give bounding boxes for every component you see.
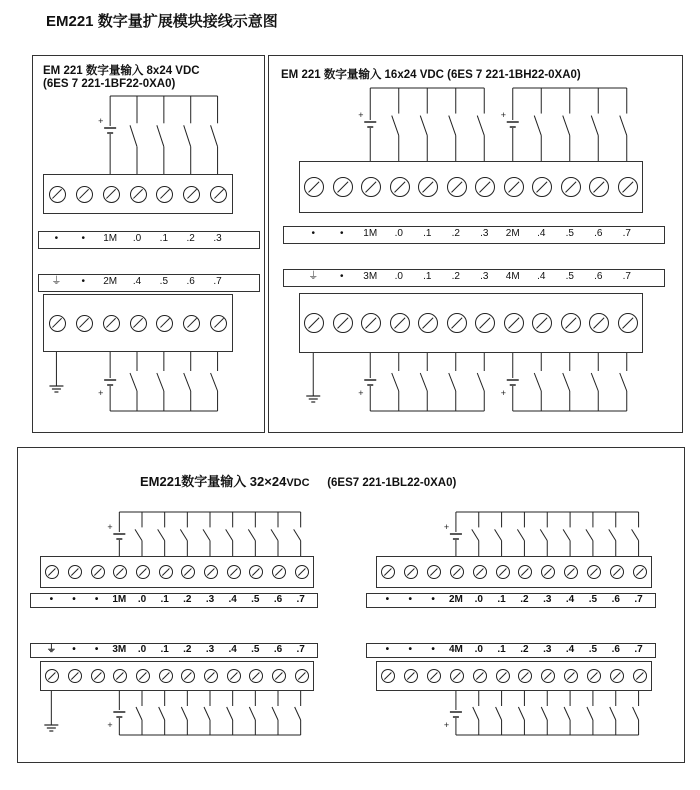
switch-blade <box>157 373 164 391</box>
terminal-screw <box>181 669 195 683</box>
terminal-screw <box>45 669 59 683</box>
terminal-screw <box>76 186 93 203</box>
terminal-label: .4 <box>537 228 546 239</box>
label-strip-bottom <box>38 274 260 292</box>
terminal-screw <box>589 313 609 333</box>
terminal-screw <box>541 669 555 683</box>
terminal-screw <box>587 669 601 683</box>
terminal-label: .6 <box>186 276 195 287</box>
terminal-screw <box>204 565 218 579</box>
terminal-label: .1 <box>497 594 506 605</box>
terminal-screw <box>473 565 487 579</box>
terminal-label: .4 <box>565 594 575 605</box>
switch-blade <box>610 707 616 720</box>
switch-blade <box>534 373 541 391</box>
wiring-diagram <box>269 56 682 432</box>
switch-blade <box>392 116 399 136</box>
switch-blade <box>226 529 233 540</box>
panel-16x24 <box>268 55 683 433</box>
battery-plus-sign: + <box>98 388 104 398</box>
battery-plus-sign: + <box>500 388 507 398</box>
switch-blade <box>632 529 639 540</box>
terminal-screw <box>518 669 532 683</box>
terminal-label: .6 <box>611 594 620 605</box>
panel-32x24 <box>17 447 685 763</box>
terminal-screw <box>103 186 120 203</box>
switch-blade <box>295 707 301 720</box>
switch-blade <box>477 116 484 136</box>
terminal-screw <box>532 177 552 197</box>
terminal-label: .6 <box>594 271 603 282</box>
switch-blade <box>563 116 570 136</box>
unused-terminal-dot: • <box>385 644 390 655</box>
terminal-label: .4 <box>228 644 237 655</box>
terminal-screw <box>496 565 510 579</box>
terminal-label: 2M <box>103 276 118 287</box>
page-title: EM221 数字量扩展模块接线示意图 <box>46 13 278 30</box>
terminal-screw <box>130 315 147 332</box>
terminal-label: .7 <box>213 276 222 287</box>
terminal-screw <box>450 669 464 683</box>
terminal-screw <box>618 177 638 197</box>
unused-terminal-dot: • <box>49 594 54 605</box>
switch-blade <box>587 707 593 720</box>
label-strip-top <box>38 231 260 249</box>
switch-blade <box>633 707 639 720</box>
terminal-screw <box>587 565 601 579</box>
switch-blade <box>495 529 502 540</box>
terminal-screw <box>361 313 381 333</box>
terminal-label: .0 <box>137 594 147 605</box>
unused-terminal-dot: • <box>94 644 99 655</box>
switch-blade <box>181 707 187 720</box>
switch-blade <box>130 373 137 391</box>
terminal-screw <box>475 313 495 333</box>
terminal-screw <box>564 669 578 683</box>
switch-blade <box>496 707 502 720</box>
terminal-label: .2 <box>183 594 192 605</box>
terminal-screw <box>564 565 578 579</box>
terminal-screw <box>210 315 227 332</box>
panel-title-unit: VDC <box>286 477 310 489</box>
terminal-screw <box>518 565 532 579</box>
unused-terminal-dot: • <box>408 644 413 655</box>
terminal-screw <box>113 669 127 683</box>
terminal-label: 1M <box>112 594 127 605</box>
terminal-screw <box>272 565 286 579</box>
terminal-screw <box>130 186 147 203</box>
terminal-label: .2 <box>186 233 195 244</box>
terminal-label: .0 <box>394 228 403 239</box>
terminal-label: .7 <box>622 271 631 282</box>
switch-blade <box>591 373 598 391</box>
switch-blade <box>420 373 427 391</box>
terminal-screw <box>447 313 467 333</box>
switch-blade <box>157 125 164 146</box>
battery-plus-sign: + <box>107 522 113 532</box>
terminal-label: 4M <box>448 644 463 655</box>
terminal-screw <box>496 669 510 683</box>
terminal-screw <box>475 177 495 197</box>
switch-blade <box>272 707 278 720</box>
terminal-screw <box>381 669 395 683</box>
terminal-screw <box>633 565 647 579</box>
terminal-screw <box>561 313 581 333</box>
terminal-label: .5 <box>565 271 574 282</box>
unused-terminal-dot: • <box>81 276 86 287</box>
terminal-label: .7 <box>634 594 643 605</box>
terminal-label: .1 <box>159 233 169 244</box>
terminal-screw <box>91 669 105 683</box>
switch-blade <box>159 707 165 720</box>
terminal-screw <box>418 313 438 333</box>
terminal-label: .5 <box>565 228 574 239</box>
terminal-label: .3 <box>543 594 552 605</box>
terminal-screw <box>561 177 581 197</box>
terminal-label: .7 <box>296 594 305 605</box>
switch-blade <box>564 707 570 720</box>
terminal-block-bottom <box>299 293 643 353</box>
terminal-screw <box>159 669 173 683</box>
terminal-label: .7 <box>296 644 305 655</box>
terminal-screw <box>249 565 263 579</box>
terminal-label: .2 <box>520 594 529 605</box>
terminal-label: .2 <box>183 644 192 655</box>
terminal-screw <box>304 313 324 333</box>
switch-blade <box>184 125 191 146</box>
terminal-label: .6 <box>273 644 283 655</box>
panel-order-number: (6ES7 221-1BL22-0XA0) <box>327 477 457 489</box>
switch-blade <box>227 707 233 720</box>
terminal-screw <box>103 315 120 332</box>
terminal-label: .3 <box>205 594 215 605</box>
terminal-label: .2 <box>451 271 460 282</box>
terminal-screw <box>473 669 487 683</box>
terminal-screw <box>427 669 441 683</box>
switch-blade <box>473 707 479 720</box>
switch-blade <box>477 373 484 391</box>
unused-terminal-dot: • <box>72 644 76 655</box>
terminal-block-top <box>43 174 233 214</box>
ground-icon: ⏚ <box>308 271 319 282</box>
switch-blade <box>204 707 210 720</box>
unused-terminal-dot: • <box>408 594 413 605</box>
terminal-label: .2 <box>520 644 529 655</box>
unused-terminal-dot: • <box>81 233 86 244</box>
unused-terminal-dot: • <box>72 594 76 605</box>
switch-blade <box>294 529 301 540</box>
terminal-screw <box>181 565 195 579</box>
switch-blade <box>203 529 210 540</box>
terminal-screw <box>381 565 395 579</box>
terminal-screw <box>618 313 638 333</box>
right-terminal-block-top <box>376 556 652 588</box>
switch-blade <box>591 116 598 136</box>
panel-order-number: (6ES 7 221-1BF22-0XA0) <box>43 78 176 90</box>
terminal-label: 2M <box>505 228 520 239</box>
terminal-screw <box>404 565 418 579</box>
terminal-screw <box>427 565 441 579</box>
switch-blade <box>563 529 570 540</box>
terminal-screw <box>333 313 353 333</box>
switch-blade <box>184 373 191 391</box>
terminal-label: .1 <box>423 228 432 239</box>
terminal-screw <box>136 669 150 683</box>
switch-blade <box>620 373 627 391</box>
terminal-label: .1 <box>423 271 432 282</box>
terminal-screw <box>504 313 524 333</box>
terminal-label: .5 <box>251 644 260 655</box>
terminal-screw <box>49 315 66 332</box>
terminal-label: 3M <box>112 644 127 655</box>
switch-blade <box>392 373 399 391</box>
terminal-screw <box>504 177 524 197</box>
unused-terminal-dot: • <box>431 644 435 655</box>
terminal-label: .0 <box>132 233 142 244</box>
terminal-screw <box>136 565 150 579</box>
unused-terminal-dot: • <box>94 594 99 605</box>
terminal-screw <box>45 565 59 579</box>
panel-title: EM 221 数字量输入 16x24 VDC (6ES 7 221-1BH22-0XA0) <box>281 69 581 81</box>
unused-terminal-dot: • <box>339 228 344 239</box>
terminal-screw <box>610 565 624 579</box>
battery-plus-sign: + <box>358 388 364 398</box>
switch-blade <box>518 707 524 720</box>
switch-blade <box>135 529 142 540</box>
switch-blade <box>517 529 524 540</box>
panel-title-main: EM221数字量输入 32×24 <box>140 474 287 489</box>
battery-plus-sign: + <box>107 720 113 730</box>
unused-terminal-dot: • <box>339 271 344 282</box>
terminal-label: .0 <box>137 644 147 655</box>
switch-blade <box>158 529 165 540</box>
switch-blade <box>620 116 627 136</box>
terminal-screw <box>450 565 464 579</box>
terminal-label: .3 <box>543 644 552 655</box>
unused-terminal-dot: • <box>431 594 435 605</box>
switch-blade <box>136 707 142 720</box>
terminal-label: .4 <box>565 644 575 655</box>
switch-blade <box>563 373 570 391</box>
left-terminal-block-top <box>40 556 314 588</box>
battery-plus-sign: + <box>500 110 507 120</box>
terminal-label: 3M <box>363 271 378 282</box>
panel-title: EM 221 数字量输入 8x24 VDC <box>43 65 200 77</box>
switch-blade <box>180 529 187 540</box>
terminal-label: 4M <box>505 271 520 282</box>
terminal-screw <box>447 177 467 197</box>
unused-terminal-dot: • <box>54 233 59 244</box>
terminal-label: .0 <box>474 594 483 605</box>
terminal-block-top <box>299 161 643 213</box>
switch-blade <box>449 116 456 136</box>
terminal-screw <box>532 313 552 333</box>
terminal-label: .1 <box>497 644 506 655</box>
terminal-screw <box>156 186 173 203</box>
terminal-screw <box>249 669 263 683</box>
ground-icon: ⏚ <box>51 276 62 287</box>
terminal-label: .7 <box>634 644 643 655</box>
switch-blade <box>449 373 456 391</box>
right-terminal-block-bottom <box>376 661 652 691</box>
terminal-screw <box>68 669 82 683</box>
battery-plus-sign: + <box>443 522 450 532</box>
terminal-label: .2 <box>451 228 460 239</box>
terminal-screw <box>295 669 309 683</box>
terminal-screw <box>589 177 609 197</box>
terminal-screw <box>156 315 173 332</box>
terminal-screw <box>390 177 410 197</box>
terminal-screw <box>183 315 200 332</box>
terminal-screw <box>68 565 82 579</box>
terminal-label: .3 <box>480 228 489 239</box>
battery-plus-sign: + <box>358 110 364 120</box>
terminal-label: .0 <box>394 271 403 282</box>
ground-icon: ⏚ <box>46 644 57 655</box>
terminal-label: .3 <box>480 271 489 282</box>
switch-blade <box>540 529 547 540</box>
terminal-label: .3 <box>205 644 215 655</box>
left-terminal-block-bottom <box>40 661 314 691</box>
switch-blade <box>586 529 593 540</box>
terminal-label: 1M <box>363 228 378 239</box>
terminal-label: .1 <box>160 644 169 655</box>
terminal-screw <box>49 186 66 203</box>
switch-blade <box>130 125 137 146</box>
terminal-label: .6 <box>273 594 283 605</box>
unused-terminal-dot: • <box>385 594 390 605</box>
switch-blade <box>211 125 218 146</box>
terminal-label: .5 <box>588 594 598 605</box>
terminal-label: .7 <box>622 228 631 239</box>
switch-blade <box>541 707 547 720</box>
terminal-label: .5 <box>588 644 598 655</box>
terminal-label: .3 <box>213 233 222 244</box>
switch-blade <box>211 373 218 391</box>
switch-blade <box>472 529 479 540</box>
terminal-block-bottom <box>43 294 233 352</box>
terminal-screw <box>159 565 173 579</box>
terminal-screw <box>272 669 286 683</box>
terminal-screw <box>390 313 410 333</box>
terminal-label: .0 <box>474 644 483 655</box>
terminal-label: .6 <box>594 228 603 239</box>
terminal-screw <box>541 565 555 579</box>
terminal-screw <box>113 565 127 579</box>
terminal-screw <box>204 669 218 683</box>
panel-8x24 <box>32 55 265 433</box>
battery-plus-sign: + <box>98 116 104 126</box>
terminal-label: 2M <box>448 594 463 605</box>
terminal-screw <box>610 669 624 683</box>
terminal-label: .4 <box>537 271 546 282</box>
unused-terminal-dot: • <box>311 228 316 239</box>
terminal-screw <box>210 186 227 203</box>
terminal-label: .6 <box>611 644 620 655</box>
terminal-label: .5 <box>251 594 260 605</box>
switch-blade <box>248 529 255 540</box>
terminal-screw <box>333 177 353 197</box>
terminal-screw <box>227 669 241 683</box>
terminal-screw <box>633 669 647 683</box>
terminal-screw <box>91 565 105 579</box>
terminal-screw <box>76 315 93 332</box>
terminal-screw <box>361 177 381 197</box>
terminal-label: 1M <box>103 233 118 244</box>
terminal-label: .4 <box>132 276 142 287</box>
terminal-label: .1 <box>160 594 169 605</box>
switch-blade <box>534 116 541 136</box>
terminal-screw <box>418 177 438 197</box>
terminal-screw <box>304 177 324 197</box>
terminal-screw <box>404 669 418 683</box>
terminal-label: .4 <box>228 594 237 605</box>
terminal-screw <box>183 186 200 203</box>
switch-blade <box>609 529 616 540</box>
switch-blade <box>249 707 255 720</box>
switch-blade <box>271 529 278 540</box>
terminal-screw <box>295 565 309 579</box>
terminal-screw <box>227 565 241 579</box>
terminal-label: .5 <box>159 276 169 287</box>
switch-blade <box>420 116 427 136</box>
battery-plus-sign: + <box>443 720 450 730</box>
